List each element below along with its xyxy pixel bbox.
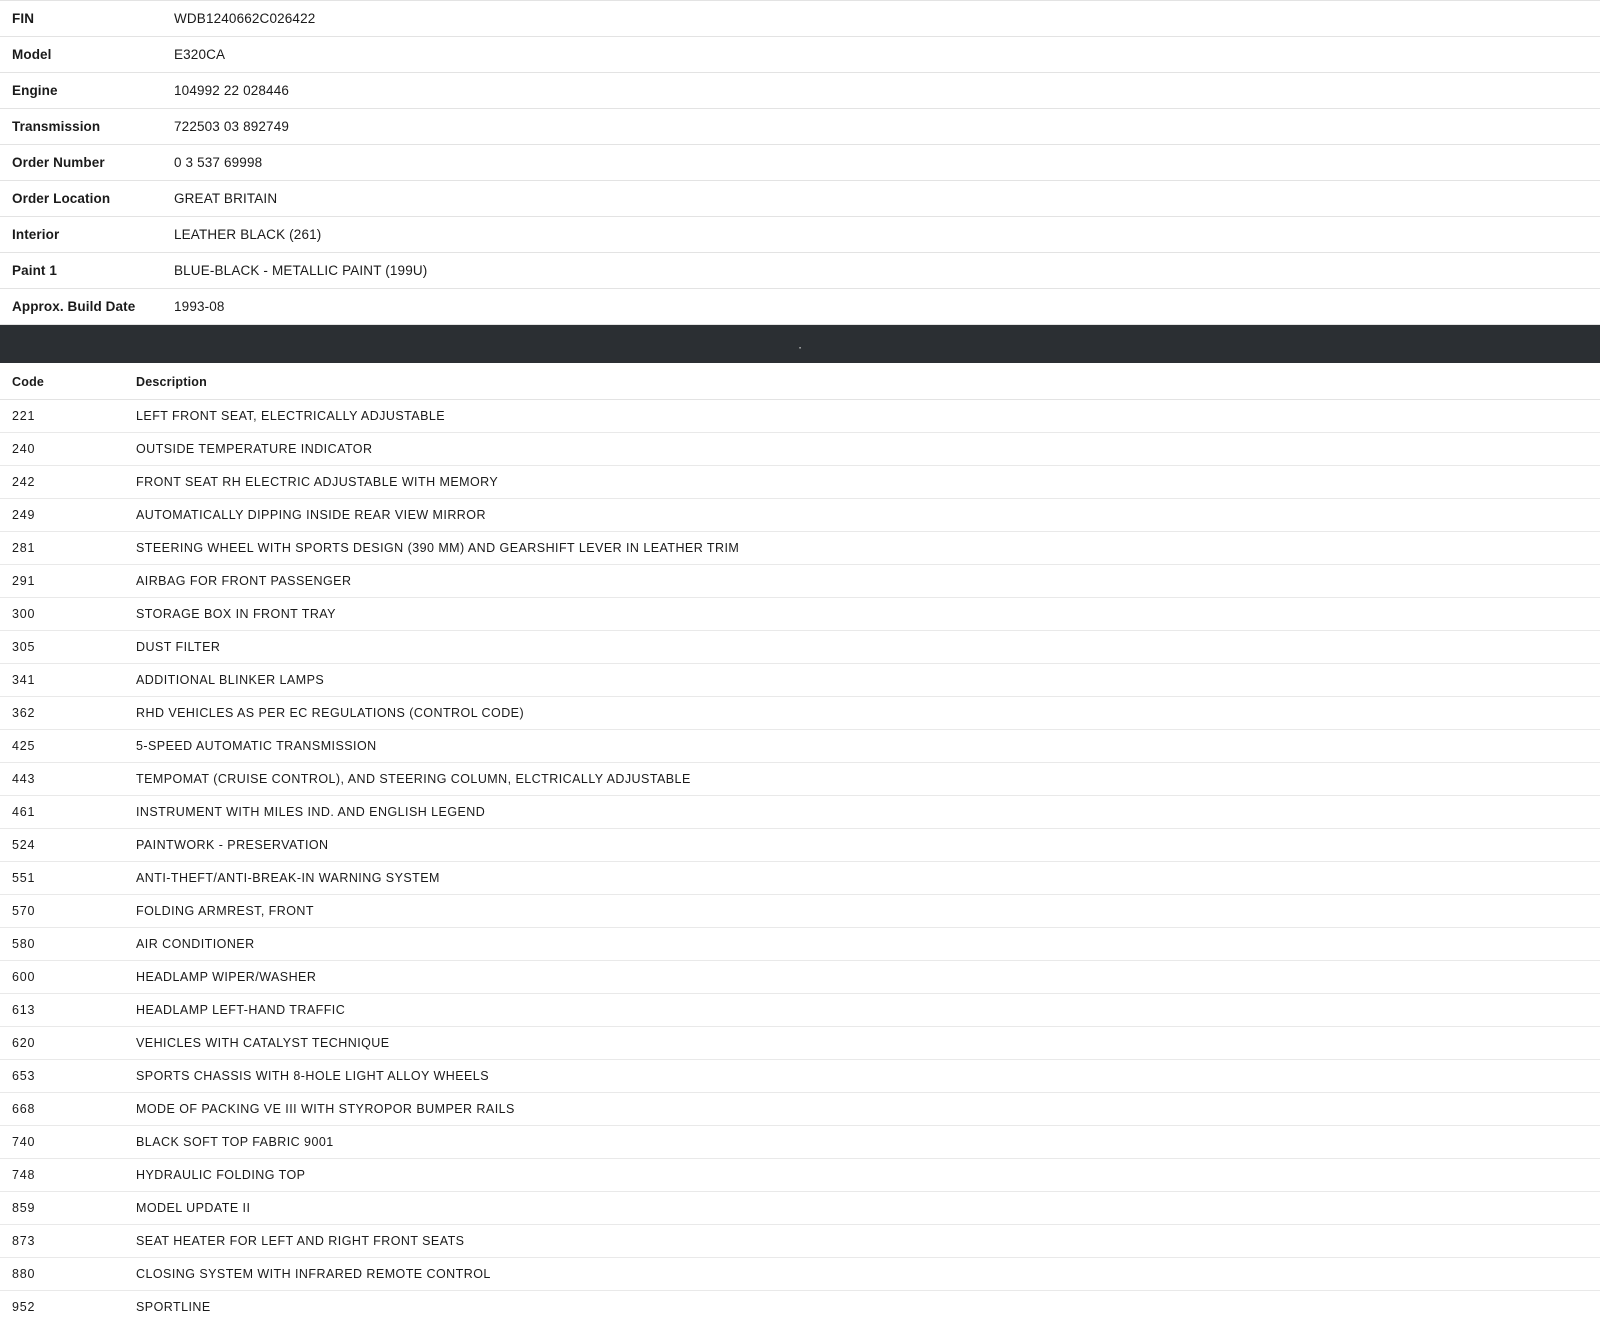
option-description: RHD VEHICLES AS PER EC REGULATIONS (CONTROL CODE) [68,697,1600,730]
table-row [0,433,1600,466]
option-code: 952 [0,1291,68,1323]
spec-label: Approx. Build Date [0,289,150,325]
option-code: 461 [0,796,68,829]
column-header-code: Code [0,363,68,400]
option-code: 880 [0,1258,68,1291]
option-description: TEMPOMAT (CRUISE CONTROL), AND STEERING COLUMN, ELCTRICALLY ADJUSTABLE [68,763,1600,796]
table-row [0,466,1600,499]
option-codes-table [0,363,1600,1323]
spec-value: E320CA [150,37,1600,73]
option-description: VEHICLES WITH CATALYST TECHNIQUE [68,1027,1600,1060]
table-row [0,664,1600,697]
option-code: 570 [0,895,68,928]
option-code: 305 [0,631,68,664]
table-row [0,961,1600,994]
table-row [0,829,1600,862]
table-row [0,895,1600,928]
option-description: BLACK SOFT TOP FABRIC 9001 [68,1126,1600,1159]
option-code: 580 [0,928,68,961]
table-row [0,697,1600,730]
spec-value: 0 3 537 69998 [150,145,1600,181]
option-code: 613 [0,994,68,1027]
option-description: AIR CONDITIONER [68,928,1600,961]
option-code: 668 [0,1093,68,1126]
spec-label: Engine [0,73,150,109]
section-divider-band [0,325,1600,363]
spec-row [0,217,1600,253]
spec-row [0,1,1600,37]
option-code: 362 [0,697,68,730]
table-row [0,862,1600,895]
option-description: SPORTS CHASSIS WITH 8-HOLE LIGHT ALLOY WHEELS [68,1060,1600,1093]
spec-value: LEATHER BLACK (261) [150,217,1600,253]
option-description: AUTOMATICALLY DIPPING INSIDE REAR VIEW MIRROR [68,499,1600,532]
option-code: 249 [0,499,68,532]
table-row [0,532,1600,565]
spec-row [0,73,1600,109]
option-description: HYDRAULIC FOLDING TOP [68,1159,1600,1192]
spec-row [0,145,1600,181]
option-code: 551 [0,862,68,895]
table-row [0,1291,1600,1323]
table-row [0,1027,1600,1060]
option-description: SPORTLINE [68,1291,1600,1323]
option-description: 5-SPEED AUTOMATIC TRANSMISSION [68,730,1600,763]
option-code: 281 [0,532,68,565]
spec-label: Model [0,37,150,73]
spec-label: Transmission [0,109,150,145]
option-code: 291 [0,565,68,598]
option-description: STORAGE BOX IN FRONT TRAY [68,598,1600,631]
column-header-description: Description [68,363,1600,400]
option-code: 240 [0,433,68,466]
option-description: ADDITIONAL BLINKER LAMPS [68,664,1600,697]
option-code: 620 [0,1027,68,1060]
table-row [0,631,1600,664]
spec-row [0,289,1600,325]
option-description: INSTRUMENT WITH MILES IND. AND ENGLISH LEGEND [68,796,1600,829]
spec-row [0,109,1600,145]
option-description: LEFT FRONT SEAT, ELECTRICALLY ADJUSTABLE [68,400,1600,433]
option-description: MODE OF PACKING VE III WITH STYROPOR BUMPER RAILS [68,1093,1600,1126]
option-code: 341 [0,664,68,697]
table-row [0,1060,1600,1093]
table-row [0,928,1600,961]
option-code: 859 [0,1192,68,1225]
spec-value: 722503 03 892749 [150,109,1600,145]
option-description: STEERING WHEEL WITH SPORTS DESIGN (390 MM) AND GEARSHIFT LEVER IN LEATHER TRIM [68,532,1600,565]
spec-value: WDB1240662C026422 [150,1,1600,37]
option-description: HEADLAMP WIPER/WASHER [68,961,1600,994]
table-row [0,1159,1600,1192]
option-code: 242 [0,466,68,499]
option-code: 740 [0,1126,68,1159]
spec-label: Order Location [0,181,150,217]
table-row [0,763,1600,796]
table-row [0,1192,1600,1225]
option-code: 600 [0,961,68,994]
option-description: DUST FILTER [68,631,1600,664]
option-code: 653 [0,1060,68,1093]
spec-value: BLUE-BLACK - METALLIC PAINT (199U) [150,253,1600,289]
table-header-row [0,363,1600,400]
option-code: 221 [0,400,68,433]
option-code: 300 [0,598,68,631]
table-row [0,565,1600,598]
spec-row [0,181,1600,217]
spec-value: 1993-08 [150,289,1600,325]
option-code: 873 [0,1225,68,1258]
table-row [0,1258,1600,1291]
option-description: MODEL UPDATE II [68,1192,1600,1225]
spec-label: Order Number [0,145,150,181]
table-row [0,499,1600,532]
option-code: 425 [0,730,68,763]
option-description: SEAT HEATER FOR LEFT AND RIGHT FRONT SEATS [68,1225,1600,1258]
band-label: . [798,338,802,351]
table-row [0,994,1600,1027]
spec-value: GREAT BRITAIN [150,181,1600,217]
table-row [0,1126,1600,1159]
spec-label: Paint 1 [0,253,150,289]
spec-label: FIN [0,1,150,37]
option-code: 748 [0,1159,68,1192]
option-description: FRONT SEAT RH ELECTRIC ADJUSTABLE WITH MEMORY [68,466,1600,499]
option-description: PAINTWORK - PRESERVATION [68,829,1600,862]
option-description: HEADLAMP LEFT-HAND TRAFFIC [68,994,1600,1027]
table-row [0,1225,1600,1258]
option-description: AIRBAG FOR FRONT PASSENGER [68,565,1600,598]
option-description: OUTSIDE TEMPERATURE INDICATOR [68,433,1600,466]
spec-row [0,37,1600,73]
option-description: FOLDING ARMREST, FRONT [68,895,1600,928]
vehicle-spec-table [0,0,1600,325]
table-row [0,1093,1600,1126]
spec-label: Interior [0,217,150,253]
table-row [0,400,1600,433]
table-row [0,796,1600,829]
option-description: CLOSING SYSTEM WITH INFRARED REMOTE CONTROL [68,1258,1600,1291]
option-code: 524 [0,829,68,862]
spec-value: 104992 22 028446 [150,73,1600,109]
option-description: ANTI-THEFT/ANTI-BREAK-IN WARNING SYSTEM [68,862,1600,895]
table-row [0,598,1600,631]
option-code: 443 [0,763,68,796]
table-row [0,730,1600,763]
spec-row [0,253,1600,289]
